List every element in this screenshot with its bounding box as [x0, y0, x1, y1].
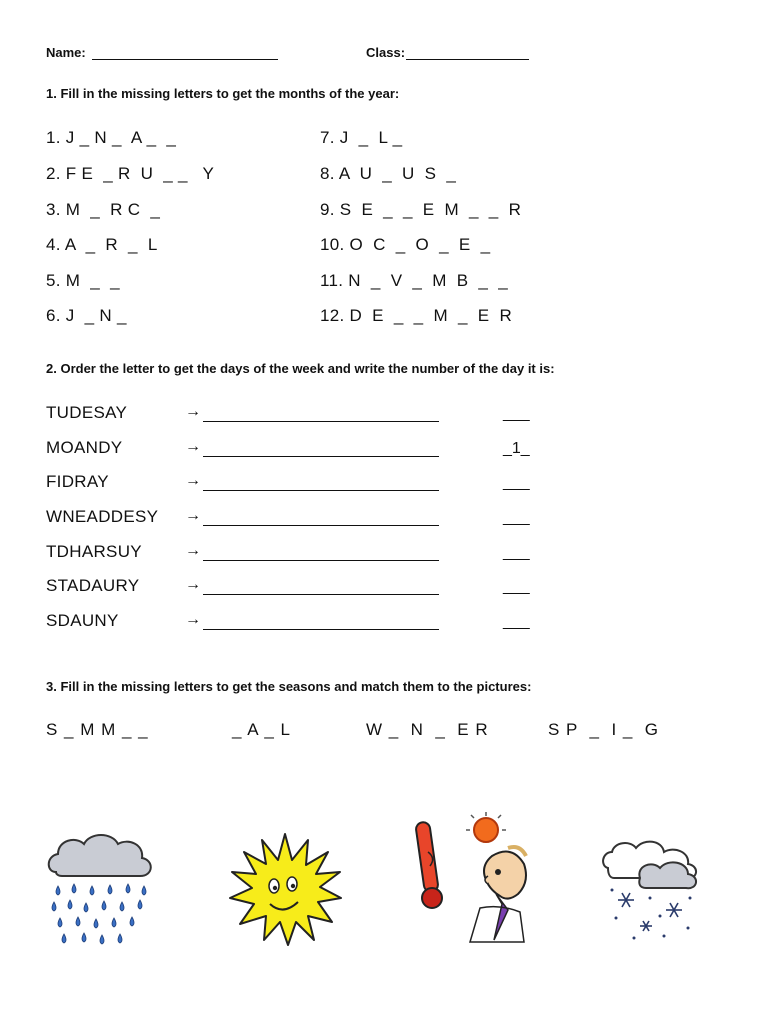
- season-word: S P _ I _ G: [548, 720, 660, 739]
- arrow-icon: →: [185, 507, 201, 524]
- name-label: Name:: [46, 45, 86, 60]
- scrambled-day: TUDESAY: [46, 403, 128, 422]
- day-number[interactable]: ___: [503, 578, 530, 595]
- question-3-title: 3. Fill in the missing letters to get the seasons and match them to the pictures:: [46, 679, 532, 694]
- day-number[interactable]: ___: [503, 405, 530, 422]
- month-item: 11. N _ V _ M B _ _: [320, 271, 508, 290]
- sun-icon: [228, 832, 343, 947]
- arrow-icon: →: [185, 472, 201, 489]
- month-item: 10. O C _ O _ E _: [320, 235, 491, 254]
- month-item: 4. A _ R _ L: [46, 235, 158, 254]
- arrow-icon: →: [185, 438, 201, 455]
- answer-line[interactable]: [203, 456, 439, 457]
- month-item: 6. J _ N _: [46, 306, 127, 325]
- season-word: W _ N _ E R: [366, 720, 489, 739]
- answer-line[interactable]: [203, 629, 439, 630]
- name-field[interactable]: [92, 59, 278, 60]
- month-item: 1. J _ N _ A _ _: [46, 128, 177, 147]
- month-item: 2. F E _ R U _ _ Y: [46, 164, 215, 183]
- scrambled-day: WNEADDESY: [46, 507, 159, 526]
- scrambled-day: TDHARSUY: [46, 542, 142, 561]
- scrambled-day: STADAURY: [46, 576, 140, 595]
- scrambled-day: SDAUNY: [46, 611, 119, 630]
- answer-line[interactable]: [203, 560, 439, 561]
- answer-line[interactable]: [203, 525, 439, 526]
- answer-line[interactable]: [203, 490, 439, 491]
- answer-line[interactable]: [203, 594, 439, 595]
- month-item: 12. D E _ _ M _ E R: [320, 306, 513, 325]
- day-number[interactable]: ___: [503, 613, 530, 630]
- snow-cloud-icon: [600, 838, 710, 948]
- scrambled-day: FIDRAY: [46, 472, 109, 491]
- day-number[interactable]: _1_: [503, 440, 530, 457]
- arrow-icon: →: [185, 542, 201, 559]
- month-item: 9. S E _ _ E M _ _ R: [320, 200, 522, 219]
- arrow-icon: →: [185, 403, 201, 420]
- day-number[interactable]: ___: [503, 509, 530, 526]
- answer-line[interactable]: [203, 421, 439, 422]
- day-number[interactable]: ___: [503, 544, 530, 561]
- arrow-icon: →: [185, 611, 201, 628]
- rain-cloud-icon: [44, 830, 159, 950]
- arrow-icon: →: [185, 576, 201, 593]
- question-1-title: 1. Fill in the missing letters to get the months of the year:: [46, 86, 400, 101]
- month-item: 7. J _ L _: [320, 128, 403, 147]
- question-2-title: 2. Order the letter to get the days of the week and write the number of the day it is:: [46, 361, 555, 376]
- season-word: S _ M M _ _: [46, 720, 149, 739]
- day-number[interactable]: ___: [503, 474, 530, 491]
- month-item: 3. M _ R C _: [46, 200, 161, 219]
- class-label: Class:: [366, 45, 406, 60]
- hot-man-thermometer-icon: [410, 812, 550, 947]
- season-word: _ A _ L: [232, 720, 291, 739]
- class-field[interactable]: [406, 59, 529, 60]
- month-item: 8. A U _ U S _: [320, 164, 457, 183]
- month-item: 5. M _ _: [46, 271, 120, 290]
- scrambled-day: MOANDY: [46, 438, 123, 457]
